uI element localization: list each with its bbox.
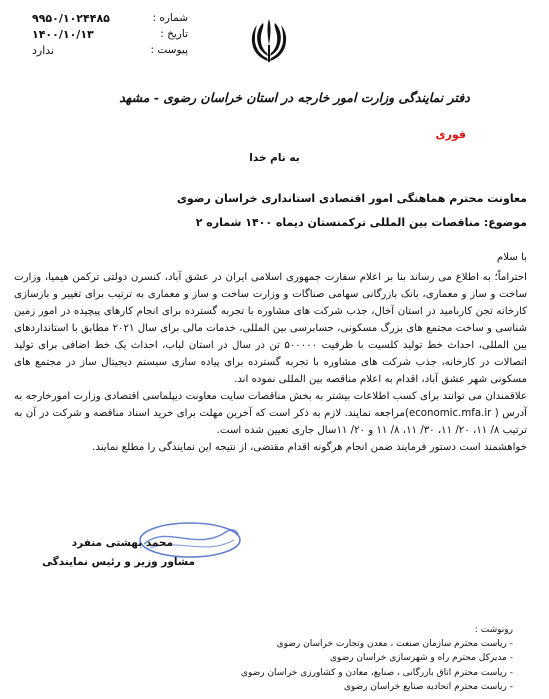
number-value: ۹۹۵۰/۱۰۲۴۴۸۵ xyxy=(32,11,110,25)
recipient: معاونت محترم هماهنگی امور اقتصادی استانداری خراسان رضوی xyxy=(176,192,527,205)
date-label: تاریخ : xyxy=(160,28,188,40)
urgent-label: فوری xyxy=(435,128,466,141)
office-title: دفتر نمایندگی وزارت امور خارجه در استان خراسان رضوی - مشهد xyxy=(119,90,470,105)
subject: موضوع: مناقصات بین المللی ترکمنستان دیماه ۱۴۰۰ شماره ۲ xyxy=(195,216,527,229)
signatory-title: مشاور وزیر و رئیس نمایندگی xyxy=(42,556,195,568)
bismillah: به نام خدا xyxy=(249,152,300,164)
attachment-value: ندارد xyxy=(32,43,55,57)
cc-item: - مدیرکل محترم راه و شهرسازی خراسان رضوی xyxy=(329,653,513,664)
date-value: ۱۴۰۰/۱۰/۱۳ xyxy=(32,27,94,41)
body-paragraph-2: علاقمندان می توانند برای کسب اطلاعات بیشتر به بخش مناقصات سایت معاونت دیپلماسی اقتصادی وزارت امورخارجه به آدرس ( economic.mfa.ir)مراجعه نمایند. لازم به ذکر است که آخرین مهلت برای خرید اسناد مناقصه و شرکت در آن به ترتیب ۸/ ۱۱، ۲۰/ ۱۱، ۳۰/ ۱۱، ۸/ ۱۱ و ۲۰/ ۱۱سال جاری تعیین شده است. xyxy=(14,391,527,436)
number-label: شماره : xyxy=(152,12,188,24)
cc-item: - ریاست محترم اتحادیه صنایع خراسان رضوی xyxy=(343,681,513,692)
body-paragraph-1: احتراماً؛ به اطلاع می رساند بنا بر اعلام سفارت جمهوری اسلامی ایران در عشق آباد، کنسرن دولتی ترکمن هیمیا، وزارت ساخت و ساز و معماری، بانک بازرگانی سهامی صناگات و وزارت ساخت و ساز و معماری به ترتیب برای تغییر و بازسازی کارخانه تجن کاربامید در استان آخال، جذب شرکت های مشاوره با تجربه گسترده برای انجام کارهای پیچیده در امور زمین شناسی و ساخت مجتمع های بزرگ مسکونی، حسابرسی بین المللی، خدمات مالی برای سال ۲۰۲۱ مطابق با استانداردهای بین المللی، احداث خط تولید کلسیت با ظرفیت ۵۰۰۰۰۰ تن در سال در استان لباب، احداث یک خط اضافی برای تولید اتصالات در کارخانه، جذب شرکت های مشاوره با تجربه گسترده برای پیاده سازی سیستم دیجیتال ساز در مجتمع های مسکونی شهر عشق آباد، اقدام به اعلام مناقصه بین المللی نموده اند. xyxy=(14,272,528,385)
attachment-row xyxy=(18,42,188,58)
letter-metadata xyxy=(18,10,188,58)
body-paragraph-3: خواهشمند است دستور فرمایند ضمن انجام هرگونه اقدام مقتضی، از نتیجه این نمایندگی را مطلع نمایند. xyxy=(92,442,527,453)
greeting: با سلام xyxy=(496,252,527,263)
cc-item: - ریاست محترم اتاق بازرگانی ، صنایع، معادن و کشاورزی خراسان رضوی xyxy=(240,667,513,678)
cc-list xyxy=(241,623,513,694)
signatory-name: محمد بهشتی منفرد xyxy=(71,537,173,549)
cc-label: رونوشت : xyxy=(474,625,513,635)
date-row xyxy=(18,26,188,42)
iran-emblem-icon xyxy=(246,15,292,65)
letter-body xyxy=(14,249,527,456)
attachment-label: پیوست : xyxy=(150,44,188,56)
cc-item: - ریاست محترم سازمان صنعت ، معدن وتجارت خراسان رضوی xyxy=(276,639,513,650)
number-row xyxy=(18,10,188,26)
